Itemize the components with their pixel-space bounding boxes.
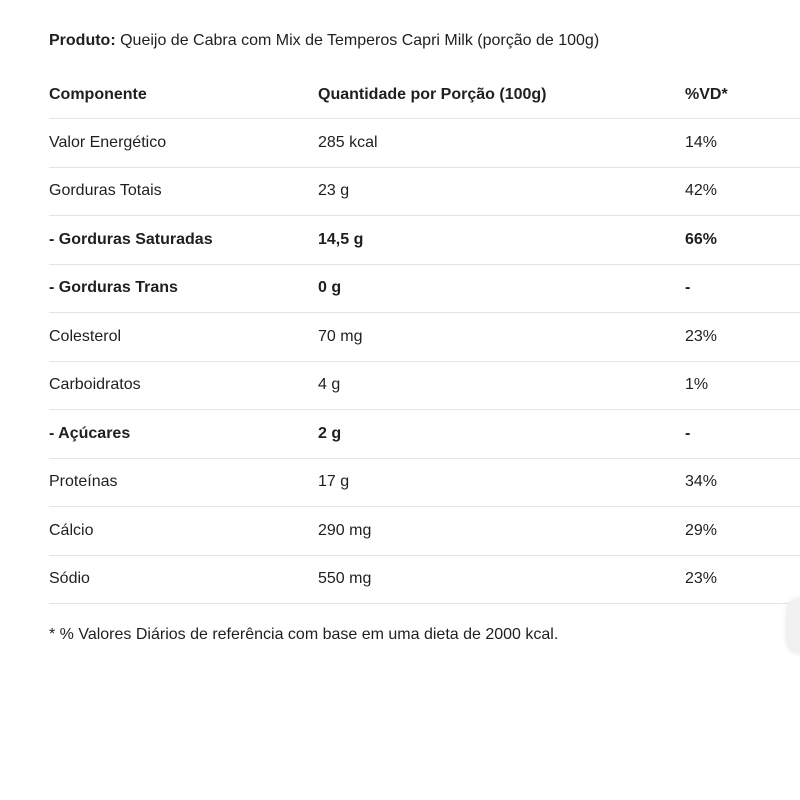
cell-vd: 34%	[685, 458, 800, 507]
cell-vd: 23%	[685, 313, 800, 362]
product-label: Produto:	[49, 32, 116, 49]
cell-component: - Gorduras Trans	[49, 264, 318, 313]
table-row	[49, 216, 800, 265]
cell-component: - Açúcares	[49, 410, 318, 459]
cell-vd: 1%	[685, 361, 800, 410]
cell-quantity: 550 mg	[318, 555, 685, 604]
cell-component: Valor Energético	[49, 119, 318, 168]
cell-component: - Gorduras Saturadas	[49, 216, 318, 265]
cell-vd: 23%	[685, 555, 800, 604]
table-row	[49, 167, 800, 216]
table-row	[49, 313, 800, 362]
cell-component: Gorduras Totais	[49, 167, 318, 216]
cell-component: Proteínas	[49, 458, 318, 507]
cell-vd: 66%	[685, 216, 800, 265]
cell-component: Colesterol	[49, 313, 318, 362]
cell-vd: -	[685, 410, 800, 459]
cell-quantity: 4 g	[318, 361, 685, 410]
table-row	[49, 458, 800, 507]
table-row	[49, 507, 800, 556]
cell-quantity: 290 mg	[318, 507, 685, 556]
cell-vd: 14%	[685, 119, 800, 168]
header-vd: %VD*	[685, 71, 800, 119]
table-row	[49, 264, 800, 313]
table-row	[49, 555, 800, 604]
cell-quantity: 14,5 g	[318, 216, 685, 265]
cell-quantity: 23 g	[318, 167, 685, 216]
cell-quantity: 2 g	[318, 410, 685, 459]
footnote: * % Valores Diários de referência com base em uma dieta de 2000 kcal.	[49, 626, 559, 643]
cell-quantity: 70 mg	[318, 313, 685, 362]
table-header-row	[49, 71, 800, 119]
cell-component: Carboidratos	[49, 361, 318, 410]
cell-quantity: 17 g	[318, 458, 685, 507]
table-row	[49, 410, 800, 459]
product-line	[49, 30, 599, 52]
cell-component: Cálcio	[49, 507, 318, 556]
header-quantity: Quantidade por Porção (100g)	[318, 71, 685, 119]
table-body	[49, 119, 800, 604]
cell-vd: 29%	[685, 507, 800, 556]
cell-component: Sódio	[49, 555, 318, 604]
nutrition-table	[49, 71, 800, 604]
cell-quantity: 285 kcal	[318, 119, 685, 168]
cell-vd: -	[685, 264, 800, 313]
table-row	[49, 119, 800, 168]
table-row	[49, 361, 800, 410]
cell-quantity: 0 g	[318, 264, 685, 313]
product-name: Queijo de Cabra com Mix de Temperos Capri Milk (porção de 100g)	[120, 32, 600, 49]
cell-vd: 42%	[685, 167, 800, 216]
header-component: Componente	[49, 71, 318, 119]
side-panel-tab[interactable]	[786, 598, 800, 654]
